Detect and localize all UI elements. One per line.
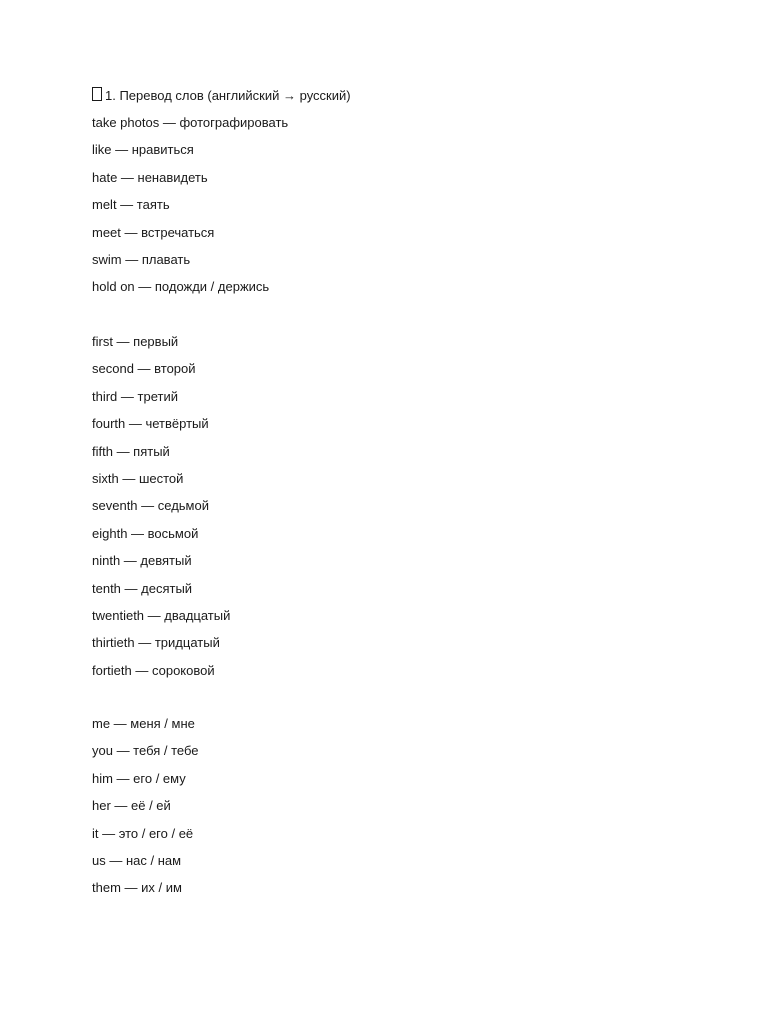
pronoun-translation-list — [92, 714, 199, 906]
list-item: him — его / ему — [92, 770, 186, 786]
list-item: them — их / им — [92, 880, 182, 896]
list-item: ninth — девятый — [92, 553, 192, 569]
missing-glyph-icon — [92, 87, 102, 101]
section-heading-text: 1. Перевод слов (английский → русский) — [105, 88, 351, 103]
list-item: second — второй — [92, 361, 196, 377]
list-item: hate — ненавидеть — [92, 169, 208, 185]
list-item: you — тебя / тебе — [92, 743, 199, 759]
list-item: fourth — четвёртый — [92, 416, 209, 432]
list-item: sixth — шестой — [92, 470, 184, 486]
list-item: eighth — восьмой — [92, 525, 199, 541]
list-item: fortieth — сороковой — [92, 662, 215, 678]
list-item: third — третий — [92, 388, 178, 404]
list-item: seventh — седьмой — [92, 498, 209, 514]
list-item: me — меня / мне — [92, 716, 195, 731]
list-item: it — это / его / её — [92, 825, 194, 841]
list-item: hold on — подожди / держись — [92, 279, 270, 295]
list-item: her — её / ей — [92, 798, 171, 814]
list-item: thirtieth — тридцатый — [92, 635, 220, 651]
list-item: meet — встречаться — [92, 224, 215, 240]
list-item: take photos — фотографировать — [92, 115, 289, 130]
list-item: twentieth — двадцатый — [92, 607, 231, 623]
list-item: like — нравиться — [92, 142, 194, 158]
list-item: tenth — десятый — [92, 580, 193, 596]
list-item: swim — плавать — [92, 251, 191, 267]
list-item: first — первый — [92, 334, 179, 349]
section-heading — [92, 86, 351, 105]
list-item: us — нас / нам — [92, 852, 182, 868]
list-item: melt — таять — [92, 197, 170, 213]
ordinal-translation-list — [92, 332, 230, 688]
list-item: fifth — пятый — [92, 443, 170, 459]
verb-translation-list — [92, 113, 288, 305]
